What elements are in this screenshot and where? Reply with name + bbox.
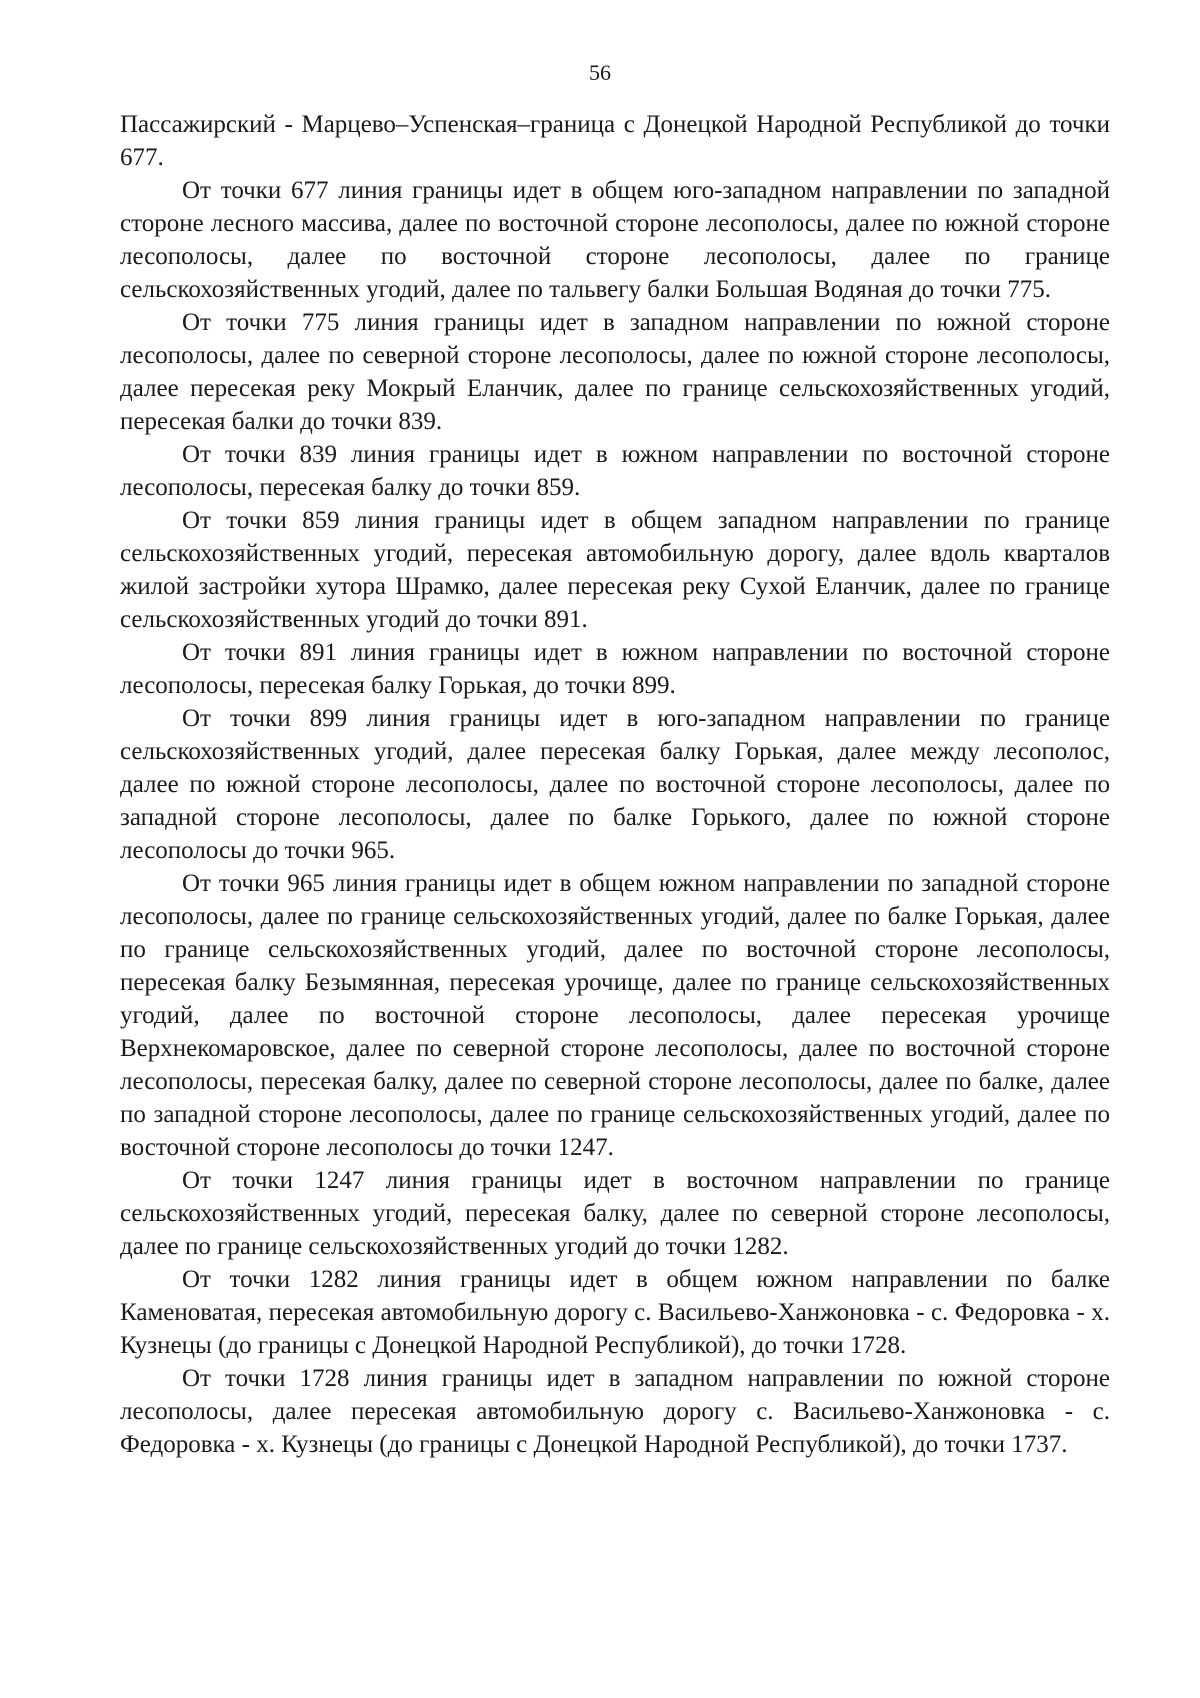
page-number: 56 <box>589 60 611 85</box>
paragraph-point-891: От точки 891 линия границы идет в южном направлении по восточной стороне лесополосы, пересекая балку Горькая, до точки 899. <box>120 639 1110 699</box>
paragraph-point-859: От точки 859 линия границы идет в общем западном направлении по границе сельскохозяйственных угодий, пересекая автомобильную дорогу, далее вдоль кварталов жилой застройки хутора Шрамко, далее пересекая реку Сухой Еланчик, далее по границе сельскохозяйственных угодий до точки 891. <box>120 507 1110 633</box>
paragraph-point-899: От точки 899 линия границы идет в юго-западном направлении по границе сельскохозяйственных угодий, далее пересекая балку Горькая, далее между лесополос, далее по южной стороне лесополосы, далее по восточной стороне лесополосы, далее по западной стороне лесополосы, далее по балке Горького, далее по южной стороне лесополосы до точки 965. <box>120 705 1110 864</box>
paragraph-point-1247: От точки 1247 линия границы идет в восточном направлении по границе сельскохозяйственных угодий, пересекая балку, далее по северной стороне лесополосы, далее по границе сельскохозяйственных угодий до точки 1282. <box>120 1167 1110 1260</box>
paragraph-point-839: От точки 839 линия границы идет в южном направлении по восточной стороне лесополосы, пересекая балку до точки 859. <box>120 441 1110 501</box>
paragraph-point-677: От точки 677 линия границы идет в общем юго-западном направлении по западной стороне лесного массива, далее по восточной стороне лесополосы, далее по южной стороне лесополосы, далее по восточной стороне лесополосы, далее по границе сельскохозяйственных угодий, далее по тальвегу балки Большая Водяная до точки 775. <box>120 177 1110 303</box>
document-body <box>120 108 1110 1461</box>
paragraph-point-775: От точки 775 линия границы идет в западном направлении по южной стороне лесополосы, далее по северной стороне лесополосы, далее по южной стороне лесополосы, далее пересекая реку Мокрый Еланчик, далее по границе сельскохозяйственных угодий, пересекая балки до точки 839. <box>120 309 1110 435</box>
paragraph-point-1282: От точки 1282 линия границы идет в общем южном направлении по балке Каменоватая, пересекая автомобильную дорогу с. Васильево-Ханжоновка - с. Федоровка - х. Кузнецы (до границы с Донецкой Народной Республикой), до точки 1728. <box>120 1266 1110 1359</box>
paragraph-continuation: Пассажирский - Марцево–Успенская–граница с Донецкой Народной Республикой до точки 677. <box>120 111 1110 171</box>
paragraph-point-1728: От точки 1728 линия границы идет в западном направлении по южной стороне лесополосы, далее пересекая автомобильную дорогу с. Васильево-Ханжоновка - с. Федоровка - х. Кузнецы (до границы с Донецкой Народной Республикой), до точки 1737. <box>120 1365 1110 1458</box>
paragraph-point-965: От точки 965 линия границы идет в общем южном направлении по западной стороне лесополосы, далее по границе сельскохозяйственных угодий, далее по балке Горькая, далее по границе сельскохозяйственных угодий, далее по восточной стороне лесополосы, пересекая балку Безымянная, пересекая урочище, далее по границе сельскохозяйственных угодий, далее по восточной стороне лесополосы, далее пересекая урочище Верхнекомаровское, далее по северной стороне лесополосы, далее по восточной стороне лесополосы, пересекая балку, далее по северной стороне лесополосы, далее по балке, далее по западной стороне лесополосы, далее по границе сельскохозяйственных угодий, далее по восточной стороне лесополосы до точки 1247. <box>120 870 1110 1161</box>
